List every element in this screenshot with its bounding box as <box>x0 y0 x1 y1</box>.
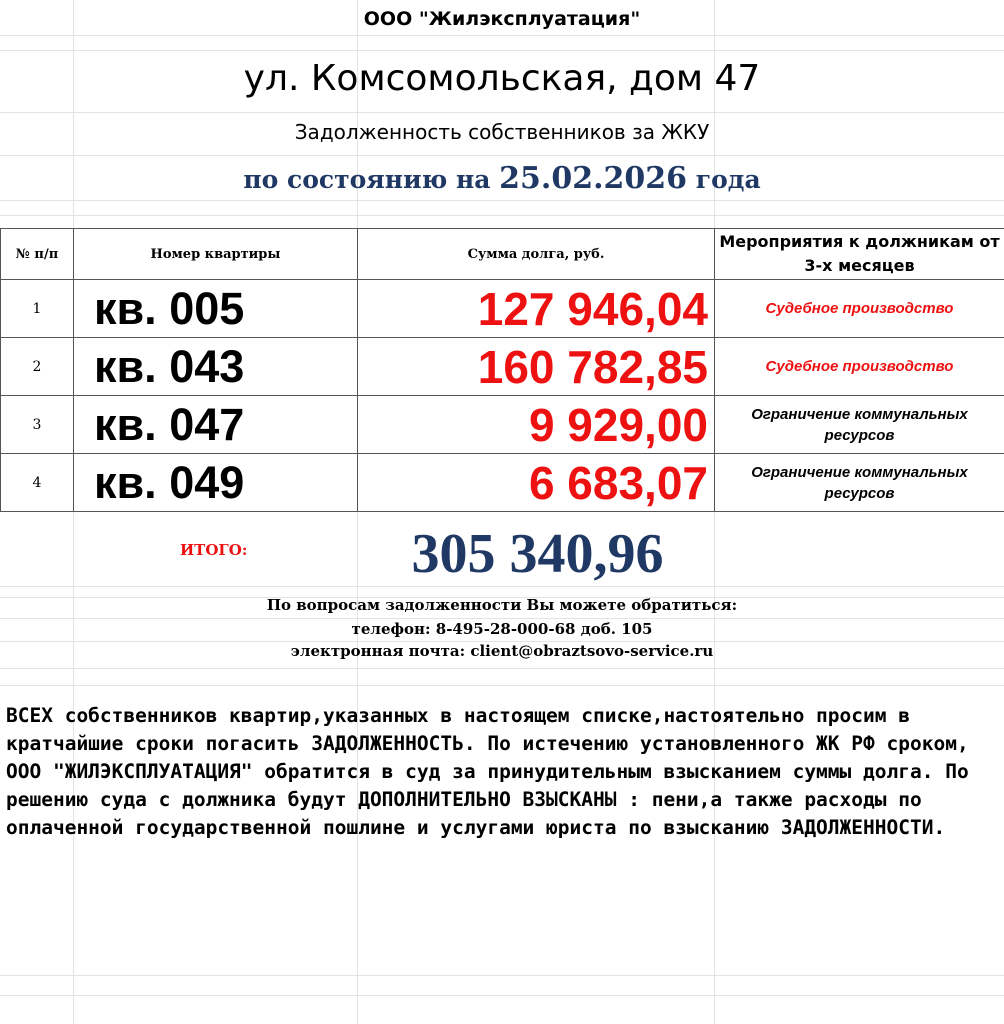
contact-phone: телефон: 8-495-28-000-68 доб. 105 <box>351 620 653 638</box>
header-measures <box>715 229 1004 280</box>
row-amount: 127 946,04 <box>358 280 715 338</box>
row-apartment: кв. 043 <box>74 338 358 396</box>
contact-email: электронная почта: client@obraztsovo-service.ru <box>290 642 714 660</box>
row-measure: Ограничение коммунальных ресурсов <box>715 396 1004 454</box>
as-of-suffix: года <box>695 165 761 194</box>
row-measure: Судебное производство <box>715 338 1004 396</box>
row-apartment: кв. 047 <box>74 396 358 454</box>
table-row <box>1 280 1004 338</box>
table-header-row <box>1 229 1004 280</box>
document-subtitle: Задолженность собственников за ЖКУ <box>294 120 710 144</box>
row-amount: 6 683,07 <box>358 454 715 512</box>
building-address: ул. Комсомольская, дом 47 <box>243 58 761 99</box>
table-row <box>1 338 1004 396</box>
row-amount: 160 782,85 <box>358 338 715 396</box>
as-of-date: 25.02.2026 <box>499 161 688 196</box>
header-index: № п/п <box>1 229 74 280</box>
table-row <box>1 396 1004 454</box>
total-label: ИТОГО: <box>180 541 248 559</box>
row-index: 4 <box>1 454 74 512</box>
total-value: 305 340,96 <box>411 523 664 585</box>
contact-intro: По вопросам задолженности Вы можете обратиться: <box>266 596 738 614</box>
as-of-line <box>0 161 1004 196</box>
table-row <box>1 454 1004 512</box>
row-index: 3 <box>1 396 74 454</box>
debt-notice: ВСЕХ собственников квартир,указанных в настоящем списке,настоятельно просим в кратчайшие сроки погасить ЗАДОЛЖЕННОСТЬ. По истечению установленного ЖК РФ сроком, ООО "ЖИЛЭКСПЛУАТАЦИЯ" обратится в суд за принудительным взысканием суммы долга. По решению суда с должника будут ДОПОЛНИТЕЛЬНО ВЗЫСКАНЫ : пени,а также расходы по оплаченной государственной пошлине и услугами юриста по взысканию ЗАДОЛЖЕННОСТИ. <box>6 704 969 839</box>
row-measure: Судебное производство <box>715 280 1004 338</box>
row-measure: Ограничение коммунальных ресурсов <box>715 454 1004 512</box>
header-amount: Сумма долга, руб. <box>358 229 715 280</box>
row-apartment: кв. 005 <box>74 280 358 338</box>
row-index: 2 <box>1 338 74 396</box>
header-apartment: Номер квартиры <box>74 229 358 280</box>
as-of-prefix: по состоянию на <box>243 165 491 194</box>
row-amount: 9 929,00 <box>358 396 715 454</box>
header-measures-text: Мероприятия к должникам от 3-х месяцев <box>719 232 1000 275</box>
row-index: 1 <box>1 280 74 338</box>
row-apartment: кв. 049 <box>74 454 358 512</box>
company-name: ООО "Жилэксплуатация" <box>363 8 641 30</box>
debt-table <box>0 228 1004 512</box>
